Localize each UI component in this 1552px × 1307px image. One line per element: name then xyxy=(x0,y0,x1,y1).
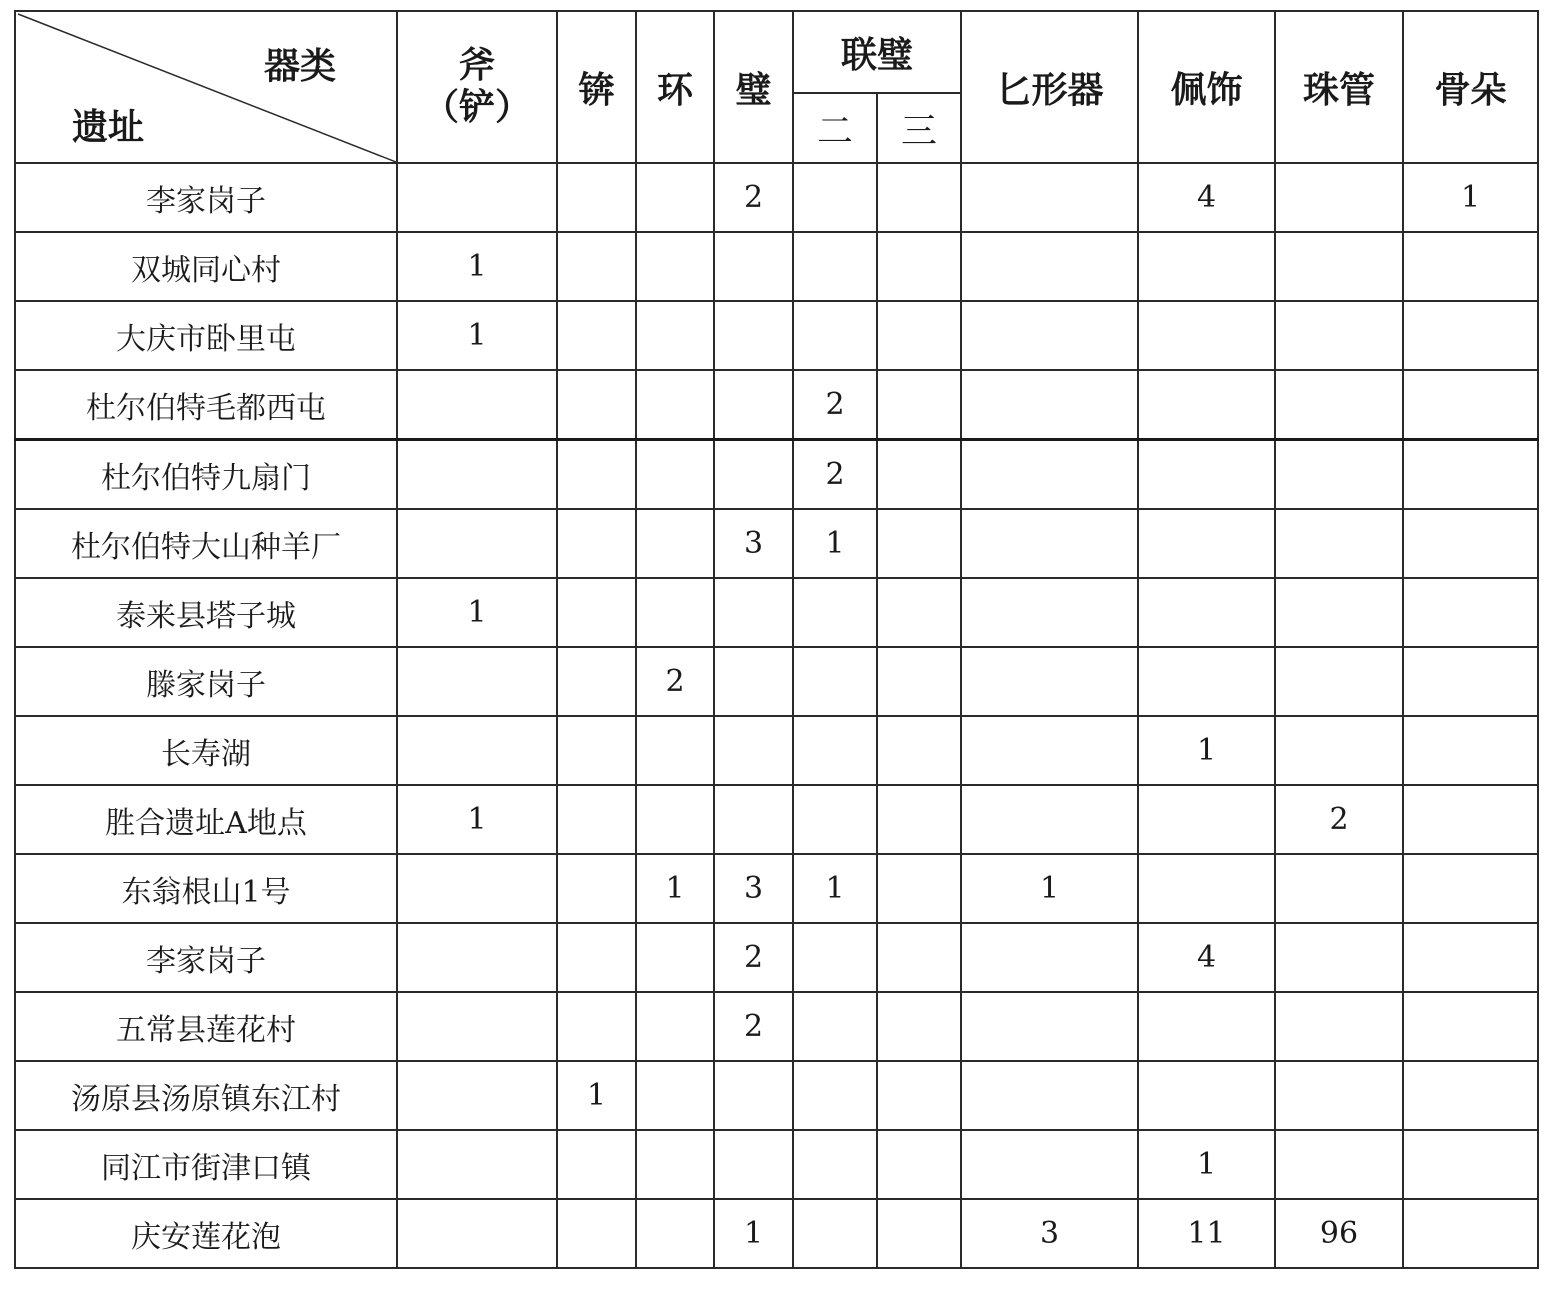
axe-label-sub: （铲） xyxy=(422,87,531,128)
zhuguan-cell: 2 xyxy=(1275,785,1403,854)
site-cell: 胜合遗址A地点 xyxy=(15,785,397,854)
bian-cell xyxy=(557,923,636,992)
bian-cell xyxy=(557,647,636,716)
zhuguan-cell xyxy=(1275,647,1403,716)
peishi-cell xyxy=(1138,509,1275,578)
corner-header-cell xyxy=(15,11,397,163)
table-row xyxy=(15,301,1538,370)
site-cell: 杜尔伯特毛都西屯 xyxy=(15,370,397,440)
site-cell: 李家岗子 xyxy=(15,163,397,232)
axe-label: 斧 xyxy=(458,45,495,86)
bian-cell: 1 xyxy=(557,1061,636,1130)
site-cell: 杜尔伯特九扇门 xyxy=(15,440,397,510)
col-header-bixingqi: 匕形器 xyxy=(961,11,1138,163)
site-cell: 杜尔伯特大山种羊厂 xyxy=(15,509,397,578)
bian-cell xyxy=(557,578,636,647)
huan-cell xyxy=(636,301,714,370)
axe-cell xyxy=(397,716,557,785)
guduo-cell xyxy=(1403,647,1538,716)
col-header-guduo: 骨朵 xyxy=(1403,11,1538,163)
site-cell: 李家岗子 xyxy=(15,923,397,992)
guduo-cell xyxy=(1403,716,1538,785)
bi-cell xyxy=(714,785,793,854)
site-cell: 滕家岗子 xyxy=(15,647,397,716)
lianbi-two-cell xyxy=(793,578,877,647)
lianbi-two-cell xyxy=(793,785,877,854)
peishi-cell xyxy=(1138,578,1275,647)
axe-cell xyxy=(397,440,557,510)
lianbi-two-cell xyxy=(793,647,877,716)
peishi-cell: 4 xyxy=(1138,923,1275,992)
bi-cell xyxy=(714,301,793,370)
peishi-cell xyxy=(1138,785,1275,854)
site-cell: 东翁根山1号 xyxy=(15,854,397,923)
lianbi-three-cell xyxy=(877,301,961,370)
peishi-cell: 4 xyxy=(1138,163,1275,232)
axe-cell xyxy=(397,509,557,578)
peishi-cell: 11 xyxy=(1138,1199,1275,1268)
bian-cell xyxy=(557,716,636,785)
huan-cell xyxy=(636,232,714,301)
bi-cell xyxy=(714,716,793,785)
bixingqi-cell xyxy=(961,440,1138,510)
site-cell: 大庆市卧里屯 xyxy=(15,301,397,370)
bi-cell: 2 xyxy=(714,992,793,1061)
peishi-cell xyxy=(1138,647,1275,716)
bixingqi-cell xyxy=(961,992,1138,1061)
zhuguan-cell xyxy=(1275,509,1403,578)
bian-cell xyxy=(557,232,636,301)
col-header-bian: 锛 xyxy=(557,11,636,163)
bian-cell xyxy=(557,301,636,370)
bixingqi-cell xyxy=(961,578,1138,647)
huan-cell xyxy=(636,370,714,440)
axe-cell xyxy=(397,923,557,992)
lianbi-two-cell xyxy=(793,716,877,785)
guduo-cell xyxy=(1403,578,1538,647)
axe-cell xyxy=(397,647,557,716)
lianbi-three-cell xyxy=(877,854,961,923)
peishi-cell xyxy=(1138,232,1275,301)
axe-cell xyxy=(397,1199,557,1268)
site-cell: 长寿湖 xyxy=(15,716,397,785)
lianbi-two-cell xyxy=(793,232,877,301)
guduo-cell xyxy=(1403,1199,1538,1268)
guduo-cell xyxy=(1403,370,1538,440)
zhuguan-cell xyxy=(1275,854,1403,923)
lianbi-three-cell xyxy=(877,785,961,854)
col-header-lianbi-three: 三 xyxy=(877,93,961,163)
bi-cell xyxy=(714,232,793,301)
guduo-cell xyxy=(1403,923,1538,992)
huan-cell xyxy=(636,923,714,992)
bixingqi-cell: 1 xyxy=(961,854,1138,923)
table-row xyxy=(15,992,1538,1061)
site-cell: 五常县莲花村 xyxy=(15,992,397,1061)
lianbi-three-cell xyxy=(877,1130,961,1199)
bi-cell xyxy=(714,647,793,716)
guduo-cell: 1 xyxy=(1403,163,1538,232)
table-row xyxy=(15,440,1538,510)
peishi-cell xyxy=(1138,301,1275,370)
bian-cell xyxy=(557,1130,636,1199)
lianbi-three-cell xyxy=(877,440,961,510)
guduo-cell xyxy=(1403,854,1538,923)
axe-cell xyxy=(397,1061,557,1130)
table-row xyxy=(15,232,1538,301)
zhuguan-cell xyxy=(1275,232,1403,301)
lianbi-three-cell xyxy=(877,716,961,785)
bi-cell xyxy=(714,1130,793,1199)
bixingqi-cell xyxy=(961,647,1138,716)
lianbi-three-cell xyxy=(877,232,961,301)
bixingqi-cell xyxy=(961,301,1138,370)
zhuguan-cell xyxy=(1275,716,1403,785)
huan-cell xyxy=(636,716,714,785)
bian-cell xyxy=(557,440,636,510)
lianbi-three-cell xyxy=(877,1061,961,1130)
bian-cell xyxy=(557,854,636,923)
zhuguan-cell xyxy=(1275,301,1403,370)
zhuguan-cell xyxy=(1275,163,1403,232)
bixingqi-cell xyxy=(961,1061,1138,1130)
axe-cell: 1 xyxy=(397,301,557,370)
lianbi-three-cell xyxy=(877,1199,961,1268)
bixingqi-cell xyxy=(961,923,1138,992)
lianbi-two-cell xyxy=(793,1061,877,1130)
huan-cell xyxy=(636,1061,714,1130)
huan-cell xyxy=(636,163,714,232)
guduo-cell xyxy=(1403,1130,1538,1199)
peishi-cell: 1 xyxy=(1138,1130,1275,1199)
col-header-lianbi-two: 二 xyxy=(793,93,877,163)
site-header: 遗址 xyxy=(72,107,145,148)
zhuguan-cell xyxy=(1275,923,1403,992)
zhuguan-cell xyxy=(1275,440,1403,510)
guduo-cell xyxy=(1403,992,1538,1061)
zhuguan-cell xyxy=(1275,1130,1403,1199)
category-header: 器类 xyxy=(263,46,336,87)
lianbi-two-cell xyxy=(793,301,877,370)
lianbi-two-cell xyxy=(793,1199,877,1268)
site-cell: 同江市街津口镇 xyxy=(15,1130,397,1199)
axe-cell xyxy=(397,992,557,1061)
site-cell: 泰来县塔子城 xyxy=(15,578,397,647)
bian-cell xyxy=(557,785,636,854)
table-row xyxy=(15,509,1538,578)
bixingqi-cell: 3 xyxy=(961,1199,1138,1268)
bixingqi-cell xyxy=(961,785,1138,854)
axe-cell: 1 xyxy=(397,578,557,647)
bi-cell xyxy=(714,1061,793,1130)
lianbi-two-cell xyxy=(793,163,877,232)
huan-cell xyxy=(636,578,714,647)
axe-cell xyxy=(397,370,557,440)
table-row xyxy=(15,647,1538,716)
lianbi-three-cell xyxy=(877,923,961,992)
huan-cell xyxy=(636,992,714,1061)
site-cell: 庆安莲花泡 xyxy=(15,1199,397,1268)
huan-cell xyxy=(636,509,714,578)
site-cell: 汤原县汤原镇东江村 xyxy=(15,1061,397,1130)
bian-cell xyxy=(557,1199,636,1268)
zhuguan-cell xyxy=(1275,1061,1403,1130)
table-row xyxy=(15,578,1538,647)
lianbi-two-cell: 1 xyxy=(793,854,877,923)
bixingqi-cell xyxy=(961,1130,1138,1199)
col-header-lianbi: 联璧 xyxy=(793,11,961,93)
lianbi-two-cell xyxy=(793,1130,877,1199)
guduo-cell xyxy=(1403,1061,1538,1130)
peishi-cell: 1 xyxy=(1138,716,1275,785)
huan-cell: 1 xyxy=(636,854,714,923)
lianbi-three-cell xyxy=(877,992,961,1061)
zhuguan-cell: 96 xyxy=(1275,1199,1403,1268)
table-row xyxy=(15,854,1538,923)
table-row xyxy=(15,1130,1538,1199)
table-row xyxy=(15,923,1538,992)
guduo-cell xyxy=(1403,440,1538,510)
bian-cell xyxy=(557,992,636,1061)
axe-cell xyxy=(397,163,557,232)
bi-cell: 2 xyxy=(714,163,793,232)
huan-cell: 2 xyxy=(636,647,714,716)
zhuguan-cell xyxy=(1275,578,1403,647)
lianbi-two-cell: 2 xyxy=(793,440,877,510)
axe-cell: 1 xyxy=(397,232,557,301)
peishi-cell xyxy=(1138,992,1275,1061)
bixingqi-cell xyxy=(961,163,1138,232)
peishi-cell xyxy=(1138,854,1275,923)
bi-cell xyxy=(714,578,793,647)
zhuguan-cell xyxy=(1275,370,1403,440)
bixingqi-cell xyxy=(961,370,1138,440)
huan-cell xyxy=(636,785,714,854)
table-row xyxy=(15,1061,1538,1130)
lianbi-three-cell xyxy=(877,370,961,440)
lianbi-three-cell xyxy=(877,163,961,232)
axe-cell xyxy=(397,1130,557,1199)
lianbi-two-cell xyxy=(793,923,877,992)
guduo-cell xyxy=(1403,301,1538,370)
bixingqi-cell xyxy=(961,716,1138,785)
zhuguan-cell xyxy=(1275,992,1403,1061)
bian-cell xyxy=(557,163,636,232)
bi-cell: 3 xyxy=(714,854,793,923)
artifact-table xyxy=(14,10,1539,1269)
bi-cell: 3 xyxy=(714,509,793,578)
bian-cell xyxy=(557,509,636,578)
guduo-cell xyxy=(1403,509,1538,578)
table-row xyxy=(15,785,1538,854)
table-row xyxy=(15,716,1538,785)
guduo-cell xyxy=(1403,232,1538,301)
bian-cell xyxy=(557,370,636,440)
bi-cell: 2 xyxy=(714,923,793,992)
table-body xyxy=(15,163,1538,1268)
col-header-peishi: 佩饰 xyxy=(1138,11,1275,163)
col-header-zhuguan: 珠管 xyxy=(1275,11,1403,163)
lianbi-three-cell xyxy=(877,578,961,647)
bixingqi-cell xyxy=(961,509,1138,578)
huan-cell xyxy=(636,1199,714,1268)
axe-cell: 1 xyxy=(397,785,557,854)
peishi-cell xyxy=(1138,370,1275,440)
table-row xyxy=(15,1199,1538,1268)
axe-cell xyxy=(397,854,557,923)
col-header-huan: 环 xyxy=(636,11,714,163)
lianbi-three-cell xyxy=(877,647,961,716)
guduo-cell xyxy=(1403,785,1538,854)
lianbi-two-cell xyxy=(793,992,877,1061)
peishi-cell xyxy=(1138,1061,1275,1130)
lianbi-three-cell xyxy=(877,509,961,578)
lianbi-two-cell: 1 xyxy=(793,509,877,578)
col-header-bi: 璧 xyxy=(714,11,793,163)
huan-cell xyxy=(636,440,714,510)
bi-cell xyxy=(714,440,793,510)
lianbi-two-cell: 2 xyxy=(793,370,877,440)
table-row xyxy=(15,370,1538,440)
bi-cell xyxy=(714,370,793,440)
bi-cell: 1 xyxy=(714,1199,793,1268)
bixingqi-cell xyxy=(961,232,1138,301)
table-row xyxy=(15,163,1538,232)
col-header-axe xyxy=(397,11,557,163)
peishi-cell xyxy=(1138,440,1275,510)
site-cell: 双城同心村 xyxy=(15,232,397,301)
huan-cell xyxy=(636,1130,714,1199)
